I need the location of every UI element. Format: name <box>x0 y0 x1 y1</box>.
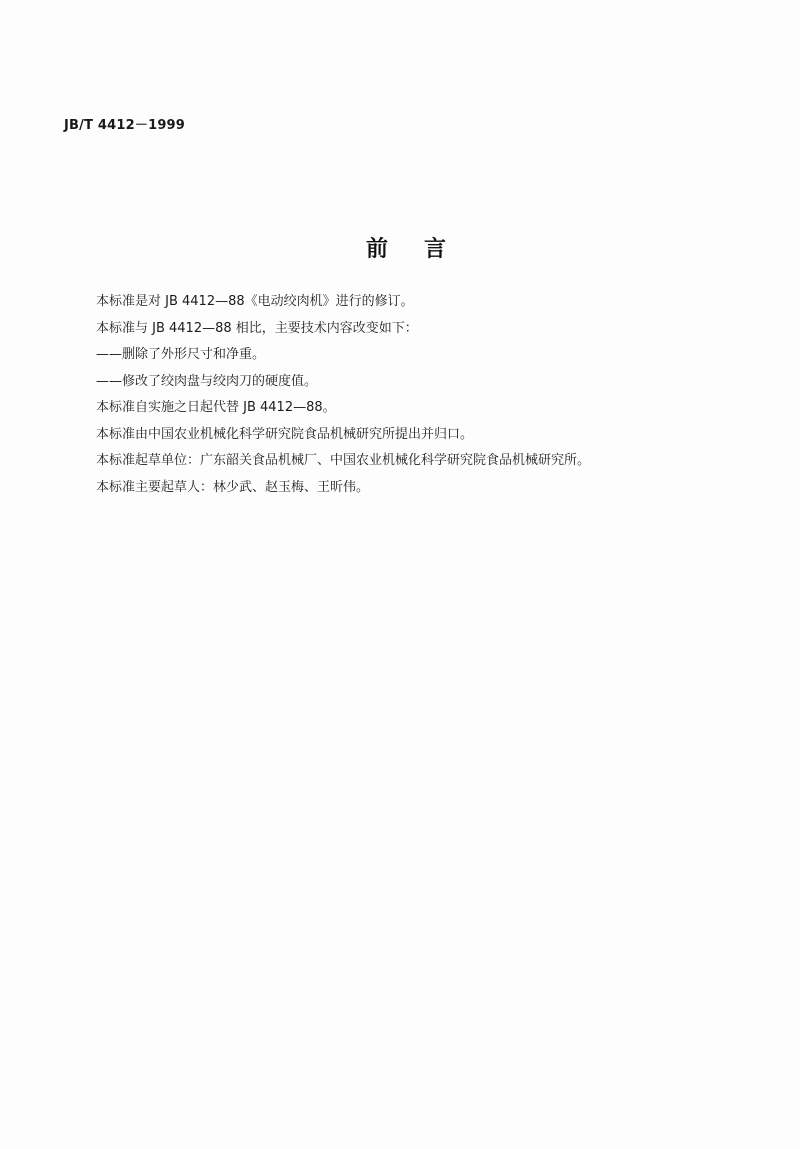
paragraph-drafters: 本标准主要起草人：林少武、赵玉梅、王昕伟。 <box>96 479 370 495</box>
foreword-body <box>96 289 756 501</box>
paragraph-change-item-1: ——删除了外形尺寸和净重。 <box>96 347 266 362</box>
paragraph-revision-of: 本标准是对 JB 4412—88《电动绞肉机》进行的修订。 <box>96 294 414 309</box>
page-title <box>366 232 446 263</box>
standard-code: JB/T 4412－1999 <box>64 118 186 133</box>
title-char-2: 言 <box>424 237 447 262</box>
paragraph-change-item-2: ——修改了绞肉盘与绞肉刀的硬度值。 <box>96 373 318 389</box>
paragraph-proposed-by: 本标准由中国农业机械化科学研究院食品机械研究所提出并归口。 <box>96 426 474 442</box>
paragraph-drafting-units: 本标准起草单位：广东韶关食品机械厂、中国农业机械化科学研究院食品机械研究所。 <box>96 453 591 468</box>
paragraph-replaces: 本标准自实施之日起代替 JB 4412—88。 <box>96 400 336 415</box>
title-char-1: 前 <box>366 237 389 262</box>
paragraph-main-changes: 本标准与 JB 4412—88 相比，主要技术内容改变如下： <box>96 320 418 336</box>
